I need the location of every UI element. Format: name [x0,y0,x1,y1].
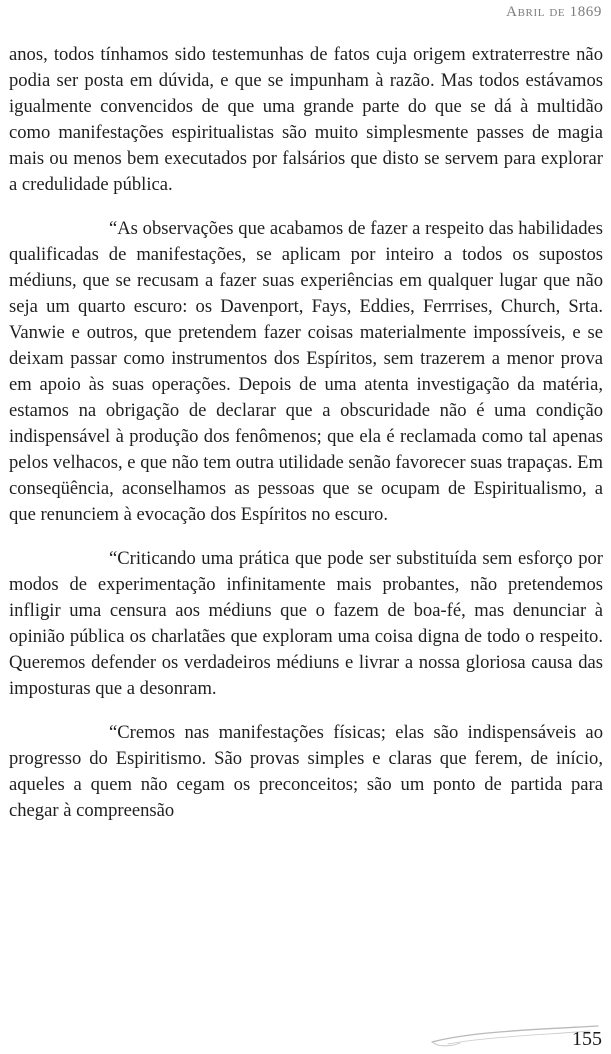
running-header: Abril de 1869 [506,4,602,20]
paragraph-quote-dark-room: “As observações que acabamos de fazer a respeito das habilidades qualificadas de manifestações, se aplicam por inteiro a todos os supostos médiuns, que se recusam a fazer suas experiências em qualquer lugar que não seja um quarto escuro: os Davenport, Fays, Eddies, Ferrrises, Church, Srta. Vanwie e outros, que pretendem fazer coisas materialmente impossíveis, e se deixam passar como instrumentos dos Espíritos, sem trazerem a menor prova em apoio às suas operações. Depois de uma atenta investigação da matéria, estamos na obrigação de declarar que a obscuridade não é uma condição indispensável à produção dos fenômenos; que ela é reclamada como tal apenas pelos velhacos, e que não tem outra utilidade senão favorecer suas trapaças. Em conseqüência, aconselhamos as pessoas que se ocupam de Espiritualismo, a que renunciem à evocação dos Espíritos no escuro. [9,218,603,525]
paragraph-continuation: anos, todos tínhamos sido testemunhas de fatos cuja origem extraterrestre não podia ser posta em dúvida, e que se impunham à razão. Mas todos estávamos igualmente convencidos de que uma grande parte do que se dá à multidão como manifestações espiritualistas são muito simplesmente passes de magia mais ou menos bem executados por falsários que disto se servem para explorar a credulidade pública. [9,44,603,195]
body-text [9,42,603,824]
page-number: 155 [572,1028,602,1050]
paragraph-quote-physical-manifestations: “Cremos nas manifestações físicas; elas são indispensáveis ao progresso do Espiritismo. São provas simples e claras que ferem, de início, aqueles a quem não cegam os preconceitos; são um ponto de partida para chegar à compreensão [9,722,603,821]
paragraph-quote-criticism: “Criticando uma prática que pode ser substituída sem esforço por modos de experimentação infinitamente mais probantes, não pretendemos infligir uma censura aos médiuns que o fazem de boa-fé, mas denunciar à opinião pública os charlatães que exploram uma coisa digna de todo o respeito. Queremos defender os verdadeiros médiuns e livrar a nossa gloriosa causa das imposturas que a desonram. [9,548,603,699]
